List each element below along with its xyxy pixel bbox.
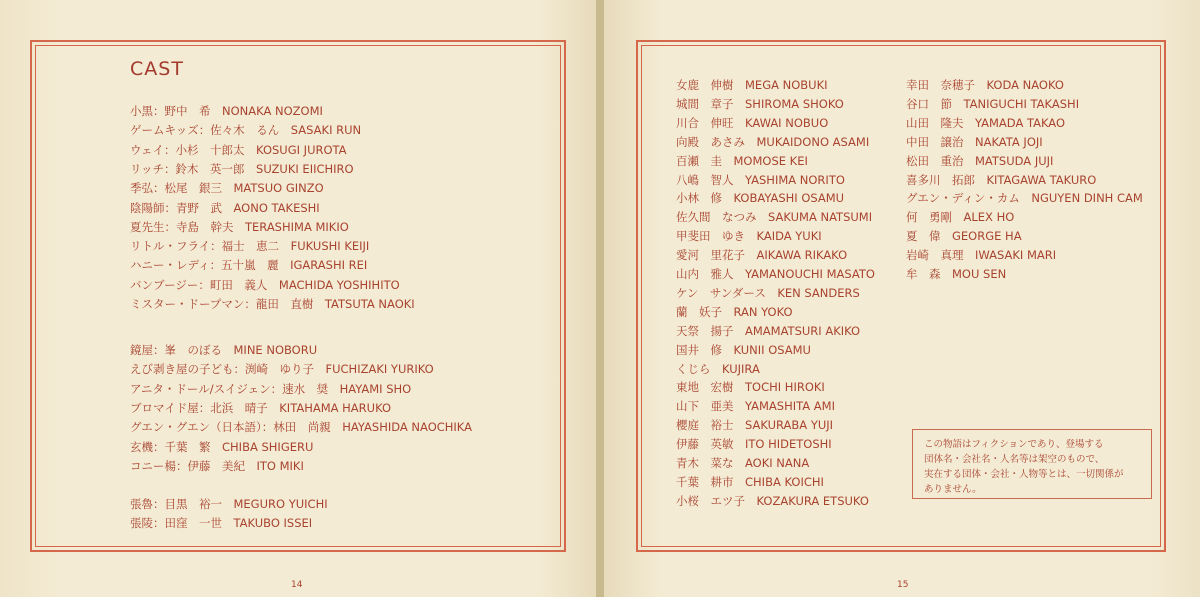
cast-entry: 松田 重治 MATSUDA JUJI [906,153,1054,168]
cast-entry: 国井 修 KUNII OSAMU [676,342,811,357]
disclaimer-line: この物語はフィクションであり、登場する [924,439,1104,450]
cast-entry: 陰陽師：青野 武 AONO TAKESHI [130,200,320,215]
cast-entry: 山下 亜美 YAMASHITA AMI [676,399,835,414]
cast-entry: 東地 宏樹 TOCHI HIROKI [676,380,825,395]
cast-entry: 岩崎 真理 IWASAKI MARI [906,248,1057,263]
cast-entry: ミスター・ドープマン：龍田 直樹 TATSUTA NAOKI [130,297,415,311]
cast-entry: 夏先生：寺島 幹夫 TERASHIMA MIKIO [130,219,349,234]
cast-entry: 百瀬 圭 MOMOSE KEI [676,153,808,168]
page-number-left: 14 [291,580,303,590]
cast-entry: 愛河 里花子 AIKAWA RIKAKO [676,248,848,263]
cast-entry: 伊藤 英敏 ITO HIDETOSHI [676,437,832,452]
cast-entry: 小黒：野中 希 NONAKA NOZOMI [130,104,323,118]
cast-entry: 何 勇剛 ALEX HO [906,210,1015,225]
disclaimer-line: 団体名・会社名・人名等は架空のもので、 [924,454,1105,465]
cast-entry: グエン・ディン・カム NGUYEN DINH CAM [906,191,1143,206]
cast-entry: 玄機：千葉 繁 CHIBA SHIGERU [130,439,314,454]
cast-entry: くじら KUJIRA [676,361,760,376]
cast-entry: 夏 偉 GEORGE HA [906,229,1022,244]
cast-entry: 天祭 揚子 AMAMATSURI AKIKO [676,323,861,338]
cast-entry: 城間 章子 SHIROMA SHOKO [676,96,844,111]
cast-entry: 青木 菜な AOKI NANA [676,456,810,470]
book-gutter [596,0,604,597]
cast-entry: リトル・フライ：福士 恵二 FUKUSHI KEIJI [130,239,370,254]
cast-entry: バンブージー：町田 義人 MACHIDA YOSHIHITO [130,277,400,292]
cast-entry: 小桜 エツ子 KOZAKURA ETSUKO [676,493,869,508]
page-number-right: 15 [897,580,909,590]
cast-entry: 張魯：目黒 裕一 MEGURO YUICHI [130,497,328,511]
cast-entry: 谷口 節 TANIGUCHI TAKASHI [906,96,1080,111]
cast-entry: ハニー・レディ：五十嵐 麗 IGARASHI REI [130,258,368,273]
cast-entry: 向殿 あさみ MUKAIDONO ASAMI [676,134,870,149]
cast-heading: CAST [130,58,184,80]
cast-entry: ゲームキッズ：佐々木 るん SASAKI RUN [130,123,362,138]
cast-entry: 山田 隆夫 YAMADA TAKAO [906,115,1066,130]
cast-entry: グエン・グエン（日本語）：林田 尚親 HAYASHIDA NAOCHIKA [130,420,473,435]
cast-entry: アニタ・ドール/スイジェン：速水 奨 HAYAMI SHO [130,381,412,396]
cast-entry: 牟 森 MOU SEN [906,267,1007,281]
cast-entry: 鏡屋：峯 のぼる MINE NOBORU [130,343,318,357]
cast-entry: ケン サンダース KEN SANDERS [676,285,860,300]
cast-entry: 喜多川 拓郎 KITAGAWA TAKURO [906,172,1097,187]
cast-entry: 小林 修 KOBAYASHI OSAMU [676,191,845,206]
cast-entry: 中田 譲治 NAKATA JOJI [906,134,1043,149]
cast-entry: 櫻庭 裕士 SAKURABA YUJI [676,418,834,433]
cast-entry: えび剥き屋の子ども：渕崎 ゆり子 FUCHIZAKI YURIKO [130,362,434,377]
cast-entry: 千葉 耕市 CHIBA KOICHI [676,474,824,489]
cast-entry: ウェイ：小杉 十郎太 KOSUGI JUROTA [130,142,347,157]
cast-entry: 蘭 妖子 RAN YOKO [676,304,793,319]
cast-entry: 女鹿 伸樹 MEGA NOBUKI [676,78,828,92]
disclaimer-line: 実在する団体・会社・人物等とは、一切関係が [924,469,1124,480]
cast-entry: ブロマイド屋：北浜 晴子 KITAHAMA HARUKO [130,400,392,415]
cast-entry: 川合 伸旺 KAWAI NOBUO [676,115,829,130]
disclaimer-line: ありません。 [924,484,982,495]
cast-entry: 張陵：田窪 一世 TAKUBO ISSEI [130,516,313,531]
cast-entry: リッチ：鈴木 英一郎 SUZUKI EIICHIRO [130,161,354,176]
cast-entry: 甲斐田 ゆき KAIDA YUKI [676,229,822,244]
cast-entry: 季弘：松尾 銀三 MATSUO GINZO [130,181,324,196]
cast-entry: 八嶋 智人 YASHIMA NORITO [676,172,845,187]
cast-entry: 幸田 奈穂子 KODA NAOKO [906,78,1064,92]
cast-entry: 山内 雅人 YAMANOUCHI MASATO [676,267,875,281]
cast-entry: コニー楊：伊藤 美紀 ITO MIKI [130,458,304,473]
cast-entry: 佐久間 なつみ SAKUMA NATSUMI [676,210,873,225]
